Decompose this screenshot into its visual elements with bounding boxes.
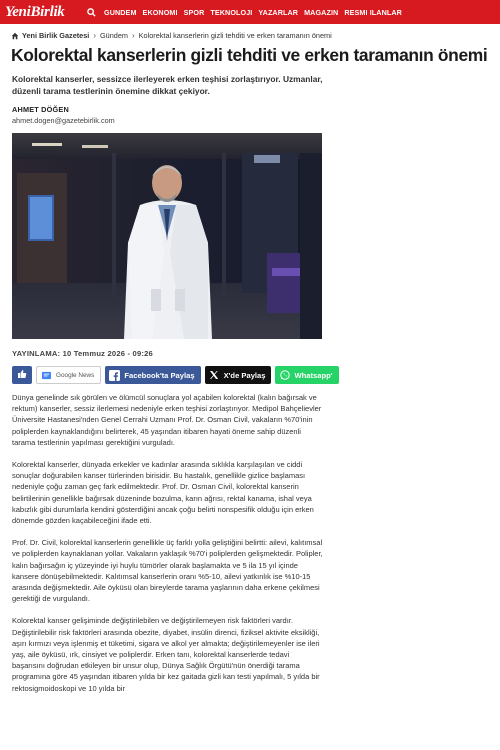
nav-ekonomi[interactable]: EKONOMI bbox=[142, 7, 178, 17]
article-title: Kolorektal kanserlerin gizli tehditi ve erken taramanın önemi bbox=[11, 45, 488, 65]
breadcrumb-section[interactable]: Gündem bbox=[100, 31, 128, 40]
x-logo-icon bbox=[209, 370, 220, 381]
publish-date: YAYINLAMA: 10 Temmuz 2026 - 09:26 bbox=[12, 349, 153, 358]
nav-gundem[interactable]: GUNDEM bbox=[104, 7, 137, 17]
facebook-share-button[interactable] bbox=[105, 366, 200, 384]
chevron-right-icon: › bbox=[132, 31, 135, 40]
main-nav bbox=[104, 8, 402, 17]
whatsapp-share-label: Whatsapp' bbox=[294, 370, 333, 380]
share-bar bbox=[12, 366, 339, 384]
facebook-share-label: Facebook'ta Paylaş bbox=[124, 370, 195, 380]
search-icon[interactable] bbox=[84, 5, 98, 19]
article-paragraph: Kolorektal kanserler, dünyada erkekler ve kadınlar arasında sıklıkla karşılaşılan ve ciddi sonuçlar doğurabilen kanser türlerinden birisidir. Bu hastalık, genellikle gizlice başlaması nedeniyle çoğu zaman geç fark edilmektedir. Prof. Dr. Osman Civil, kolorektal kanserin belirtilerinin genellikle bağırsak düzeninde bozulma, karın ağrısı, rektal kanama, ishal veya kabızlık gibi durumlarla kendini gösterdiğini ancak çoğu belirti nonspesifik olduğu için erken dönemde gözden kaçabileceğini ifade etti. bbox=[12, 460, 314, 526]
site-logo[interactable]: YeniBirlik bbox=[5, 3, 65, 20]
breadcrumb-home[interactable]: Yeni Birlik Gazetesi bbox=[22, 31, 90, 40]
article-paragraph: Dünya genelinde sık görülen ve ölümcül sonuçlara yol açabilen kolorektal (kalın bağırsak ve rektum) kanserler, sessiz ilerlemesi nedeniyle erken teşhisi zorlaştırıyor. Medipol Bahçelievler Üniversite Hastanesi'nden Genel Cerrahi Uzmanı Prof. Dr. Osman Civil, vakaların %70'inin poliplerden kaynaklandığını belirterek, 45 yaşından itibaren hayati öneme sahip düzenli tarama testlerinin yapılması gerektiğini vurguladı. bbox=[12, 393, 322, 447]
article-photo bbox=[12, 133, 322, 339]
x-share-label: X'de Paylaş bbox=[223, 370, 266, 380]
site-header bbox=[0, 0, 500, 24]
article-lead: Kolorektal kanserler, sessizce ilerleyerek erken teşhisi zorlaştırıyor. Uzmanlar, düzenli tarama testlerinin önemine dikkat çekiyor. bbox=[12, 74, 323, 96]
breadcrumb bbox=[11, 31, 332, 40]
whatsapp-share-button[interactable] bbox=[275, 366, 338, 384]
nav-resmi-ilanlar[interactable]: RESMI ILANLAR bbox=[344, 7, 402, 17]
nav-magazin[interactable]: MAGAZIN bbox=[304, 7, 339, 17]
article-paragraph: Prof. Dr. Civil, kolorektal kanserlerin genellikle üç farklı yolla geliştiğini belirtti: ailevi, kalıtımsal ve poliplerden kaynaklanan yollar. Vakaların yaklaşık %70'i poliplerden gelişmektedir. Polipler, kalın bağırsağın iç yüzeyinde iyi huylu tümörler olarak başlamakta ve 5 ila 15 yıl içinde kansere dönüşebilmektedir. Kalıtımsal kanserlerin oranı %5-10, ailevi yatkınlık ise %10-15 arasında değişmektedir. Aile öyküsü olan bireylerde tarama yaşlarının daha erkene çekilmesi gerektiği de vurgulandı. bbox=[12, 538, 323, 604]
like-button[interactable] bbox=[12, 366, 32, 384]
google-news-button[interactable] bbox=[36, 366, 101, 384]
article-paragraph: Kolorektal kanser gelişiminde değiştirilebilen ve değiştirilemeyen risk faktörleri vardır. Değiştirilebilir risk faktörleri arasında obezite, diyabet, insülin direnci, fiziksel aktivite eksikliği, aşırı kırmızı veya işlenmiş et tüketimi, sigara ve alkol yer almakta; değiştirilemeyenler ise ileri yaş, aile öyküsü, ırk, cinsiyet ve poliplerdir. Erken tanı, kolorektal kanserlerde tedavi başarısını doğrudan etkileyen bir unsur olup, Dünya Sağlık Örgütü'nün önerdiği tarama programına göre 45 yaşından itibaren yılda bir kez gaitada gizli kan testi yapılmalı, 5 yılda bir rektosigmoidoskopi ve 10 yılda bir bbox=[12, 616, 320, 693]
chevron-right-icon: › bbox=[93, 31, 96, 40]
x-share-button[interactable] bbox=[205, 366, 272, 384]
thumbs-up-icon bbox=[17, 369, 27, 381]
nav-yazarlar[interactable]: YAZARLAR bbox=[258, 7, 299, 17]
google-news-icon bbox=[41, 370, 52, 381]
home-icon[interactable] bbox=[11, 32, 19, 40]
author-name[interactable]: AHMET DÖĞEN bbox=[12, 105, 69, 114]
facebook-icon bbox=[109, 370, 120, 381]
author-email[interactable]: ahmet.dogen@gazetebirlik.com bbox=[12, 116, 115, 125]
article-body bbox=[12, 392, 324, 705]
whatsapp-icon bbox=[279, 370, 290, 381]
nav-spor[interactable]: SPOR bbox=[183, 7, 205, 17]
breadcrumb-current: Kolorektal kanserlerin gizli tehditi ve erken taramanın önemi bbox=[138, 31, 332, 40]
nav-teknoloji[interactable]: TEKNOLOJI bbox=[210, 7, 253, 17]
google-news-label: Google News bbox=[56, 371, 95, 379]
